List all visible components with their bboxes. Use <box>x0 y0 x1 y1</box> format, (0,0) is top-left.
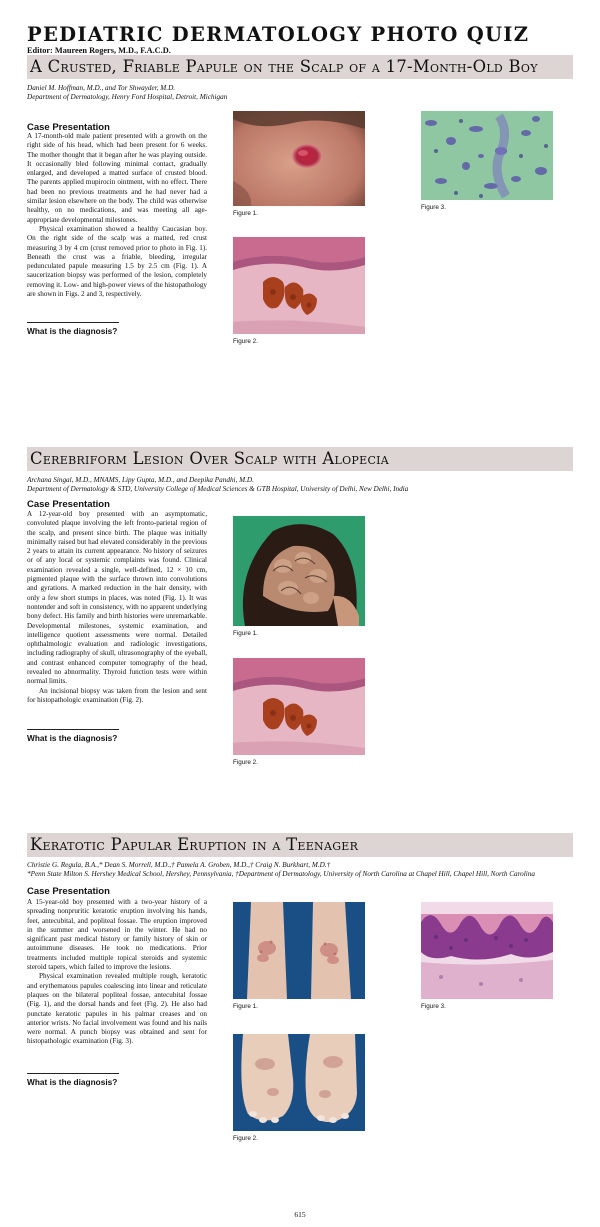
article-3-figure-2-photo <box>233 1034 365 1131</box>
article-1-title-band <box>27 55 573 79</box>
article-2-figure-1-caption: Figure 1. <box>233 630 258 637</box>
article-2-figure-2-histology <box>233 658 365 755</box>
article-3-paragraph-1: A 15-year-old boy presented with a two-year history of a spreading nonpruritic keratotic eruption involving his hands, feet, antecubital, and popliteal fossae. The eruption improved in the summer and worsened in the winter. He had no significant past medical history or family history of skin or autoimmune diseases. He took no medications. Prior treatments included multiple topical steroids and systemic steroid tapers, which failed to improve the lesions. <box>27 898 207 972</box>
article-2-authors: Archana Singal, M.D., MNAMS, Lipy Gupta, M.D., and Deepika Pandhi, M.D. <box>27 476 254 484</box>
article-1-question: What is the diagnosis? <box>27 326 118 336</box>
article-1-figure-2-histology <box>233 237 365 334</box>
article-3-byline <box>27 861 579 880</box>
article-1-paragraph-1: A 17-month-old male patient presented with a growth on the right side of his head, which had been present for 6 weeks. The mother thought that it began after he was playing outside. It occasionally bled following minimal contact, gradually enlarged, and developed a matted surface of crusted blood. The parents applied mupirocin ointment, with no effect. There had been no previous treatments and he had never had a similar lesion elsewhere on the body. The child was otherwise healthy, on no medications, and was meeting all age-appropriate developmental milestones. <box>27 132 207 224</box>
article-2-figure-2-caption: Figure 2. <box>233 759 258 766</box>
article-2-title: Cerebriform Lesion Over Scalp with Alopecia <box>30 449 390 468</box>
article-3-title: Keratotic Papular Eruption in a Teenager <box>30 835 359 854</box>
page-number: 615 <box>294 1210 306 1219</box>
article-2-body <box>27 510 207 705</box>
article-2-paragraph-2: An incisional biopsy was taken from the lesion and sent for histopathologic examination (Fig. 2). <box>27 686 207 704</box>
article-1-affiliation: Department of Dermatology, Henry Ford Hospital, Detroit, Michigan <box>27 93 228 102</box>
article-3-figure-1-photo <box>233 902 365 999</box>
article-2-paragraph-1: A 12-year-old boy presented with an asymptomatic, convoluted plaque involving the left fronto-parietal region of the scalp, and present since birth. The plaque was initially minimally raised but had elevated considerably in the previous 2 years to attain its current appearance. No history of seizures or of any local or systemic complaints was found. Clinical examination revealed a single, well-defined, 12 × 10 cm, pigmented plaque with the surface thrown into convolutions and gyrations. A marked reduction in the hair density, with only a few short stumps in places, was noted (Fig. 1). It was nontender and soft in consistency, with no apparent underlying bony defect. His family and birth histories were unremarkable. Developmental milestones, systemic examination, and intelligence quotient assessments were normal. Detailed ophthalmologic evaluation and radiologic investigations, including radiography of skull, ultrasonography of the eyeball, and contrast enhanced computer tomography of the head, revealed no abnormality. Thyroid function tests were within normal limits. <box>27 510 207 686</box>
article-3-affiliation: *Penn State Milton S. Hershey Medical School, Hershey, Pennsylvania, †Department of Dermatology, University of North Carolina at Chapel Hill, Chapel Hill, North Carolina <box>27 870 535 879</box>
article-1-question-rule <box>27 322 119 323</box>
article-1-body <box>27 132 207 299</box>
article-2-figure-1-photo <box>233 516 365 626</box>
article-1-figure-1-photo <box>233 111 365 206</box>
article-3-title-band <box>27 833 573 857</box>
article-2-question: What is the diagnosis? <box>27 733 118 743</box>
article-3-case-heading: Case Presentation <box>27 886 110 897</box>
article-3-figure-3-caption: Figure 3. <box>421 1003 446 1010</box>
article-3-question-rule <box>27 1073 119 1074</box>
article-1-title: A Crusted, Friable Papule on the Scalp of a 17-Month-Old Boy <box>30 57 538 76</box>
journal-section-title: PEDIATRIC DERMATOLOGY PHOTO QUIZ <box>27 23 530 46</box>
article-3-figure-2-caption: Figure 2. <box>233 1135 258 1142</box>
masthead <box>27 24 577 55</box>
article-1-figure-3-caption: Figure 3. <box>421 204 446 211</box>
article-2-case-heading: Case Presentation <box>27 499 110 510</box>
article-1-figure-1-caption: Figure 1. <box>233 210 258 217</box>
article-2-title-band <box>27 447 573 471</box>
article-3-figure-1-caption: Figure 1. <box>233 1003 258 1010</box>
article-3-body <box>27 898 207 1047</box>
editor-line: Editor: Maureen Rogers, M.D., F.A.C.D. <box>27 46 171 55</box>
article-2-byline <box>27 476 579 495</box>
article-3-question: What is the diagnosis? <box>27 1077 118 1087</box>
article-1-byline <box>27 84 579 103</box>
article-3-figure-3-histology <box>421 902 553 999</box>
article-3-authors: Christie G. Regula, B.A.,* Dean S. Morrell, M.D.,† Pamela A. Groben, M.D.,† Craig N. Burkhart, M.D.† <box>27 861 331 869</box>
article-1-authors: Daniel M. Hoffman, M.D., and Tor Shwayder, M.D. <box>27 84 176 92</box>
article-1-paragraph-2: Physical examination showed a healthy Caucasian boy. On the right side of the scalp was a matted, red crust measuring 3 by 4 cm (crust removed prior to photo in Fig. 1). Beneath the crust was a friable, bleeding, irregular pedunculated papule measuring 1.5 by 2.5 cm (Fig. 1). A saucerization biopsy was performed of the lesion, completely removing it. Low- and high-power views of the histopathology are shown in Figs. 2 and 3, respectively. <box>27 224 207 299</box>
article-1-figure-3-histology <box>421 111 553 200</box>
article-1-case-heading: Case Presentation <box>27 122 110 133</box>
article-2-question-rule <box>27 729 119 730</box>
article-3-paragraph-2: Physical examination revealed multiple rough, keratotic and erythematous papules coalescing into linear and reticulate plaques on the bilateral popliteal fossae, antecubital fossae (Fig. 1), and the dorsal hands and feet (Fig. 2). He also had punctate keratotic papules in his palmar creases and on anterior wrists. No facial involvement was found and his nails were normal. A punch biopsy was obtained and sent for histopathologic examination (Fig. 3). <box>27 972 207 1046</box>
article-1-figure-2-caption: Figure 2. <box>233 338 258 345</box>
article-2-affiliation: Department of Dermatology & STD, University College of Medical Sciences & GTB Hospital, University of Delhi, New Delhi, India <box>27 485 409 494</box>
